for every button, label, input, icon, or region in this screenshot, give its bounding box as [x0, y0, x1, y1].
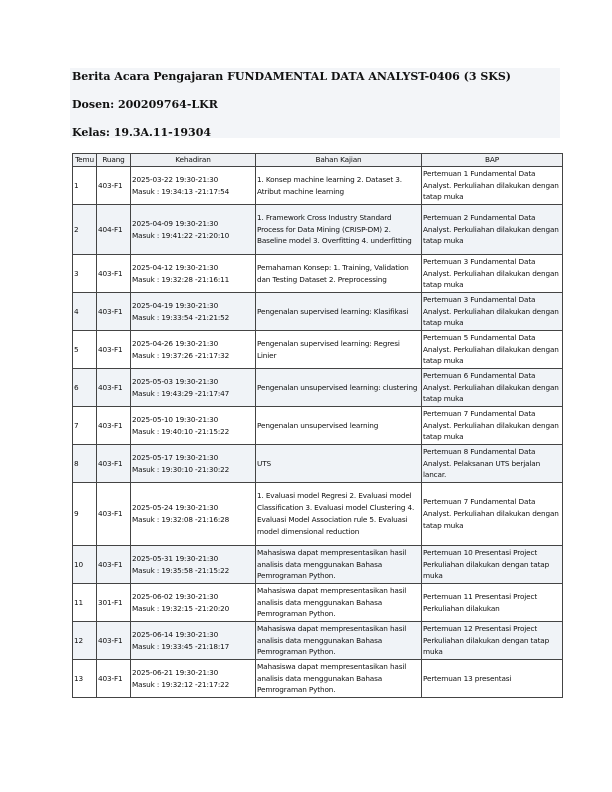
cell-kehadiran [131, 407, 256, 445]
class-line: Kelas: 19.3A.11-19304 [72, 126, 212, 139]
cell-ruang: 403-F1 [97, 255, 131, 293]
cell-bap: Pertemuan 7 Fundamental Data Analyst. Perkuliahan dilakukan dengan tatap muka [422, 407, 563, 445]
table-row [73, 331, 563, 369]
cell-bahan-kajian: 1. Evaluasi model Regresi 2. Evaluasi model Classification 3. Evaluasi model Clustering 4. Evaluasi Model Association rule 5. Evaluasi model dimensional reduction [256, 483, 422, 546]
cell-bahan-kajian: Mahasiswa dapat mempresentasikan hasil analisis data menggunakan Bahasa Pemrograman Python. [256, 622, 422, 660]
table-row [73, 483, 563, 546]
cell-bahan-kajian: Pengenalan supervised learning: Klasifikasi [256, 293, 422, 331]
cell-temu: 7 [73, 407, 97, 445]
cell-kehadiran [131, 483, 256, 546]
kehadiran-masuk: Masuk : 19:37:26 -21:17:32 [132, 350, 230, 360]
cell-temu: 6 [73, 369, 97, 407]
column-header-ruang: Ruang [97, 154, 131, 167]
cell-ruang: 403-F1 [97, 546, 131, 584]
cell-temu: 2 [73, 205, 97, 255]
cell-temu: 9 [73, 483, 97, 546]
kehadiran-jadwal: 2025-05-24 19:30-21:30 [132, 503, 219, 513]
cell-temu: 1 [73, 167, 97, 205]
cell-ruang: 403-F1 [97, 445, 131, 483]
cell-bap: Pertemuan 5 Fundamental Data Analyst. Perkuliahan dilakukan dengan tatap muka [422, 331, 563, 369]
kehadiran-jadwal: 2025-05-03 19:30-21:30 [132, 376, 219, 386]
kehadiran-masuk: Masuk : 19:32:12 -21:17:22 [132, 679, 230, 689]
cell-temu: 8 [73, 445, 97, 483]
cell-bap: Pertemuan 6 Fundamental Data Analyst. Perkuliahan dilakukan dengan tatap muka [422, 369, 563, 407]
cell-ruang: 403-F1 [97, 660, 131, 698]
cell-bap: Pertemuan 3 Fundamental Data Analyst. Perkuliahan dilakukan dengan tatap muka [422, 255, 563, 293]
table-row [73, 445, 563, 483]
table-row [73, 584, 563, 622]
cell-kehadiran [131, 622, 256, 660]
cell-kehadiran [131, 660, 256, 698]
table-row [73, 546, 563, 584]
kehadiran-masuk: Masuk : 19:40:10 -21:15:22 [132, 426, 230, 436]
column-header-kehadiran: Kehadiran [131, 154, 256, 167]
cell-bahan-kajian: Mahasiswa dapat mempresentasikan hasil analisis data menggunakan Bahasa Pemrograman Python. [256, 584, 422, 622]
cell-kehadiran [131, 331, 256, 369]
cell-bap: Pertemuan 8 Fundamental Data Analyst. Pelaksanan UTS berjalan lancar. [422, 445, 563, 483]
kehadiran-jadwal: 2025-04-19 19:30-21:30 [132, 300, 219, 310]
table-row [73, 167, 563, 205]
cell-bahan-kajian: Pengenalan unsupervised learning: clustering [256, 369, 422, 407]
kehadiran-masuk: Masuk : 19:35:58 -21:15:22 [132, 565, 230, 575]
cell-temu: 4 [73, 293, 97, 331]
kehadiran-jadwal: 2025-06-14 19:30-21:30 [132, 629, 219, 639]
column-header-bahan-kajian: Bahan Kajian [256, 154, 422, 167]
cell-kehadiran [131, 205, 256, 255]
kehadiran-masuk: Masuk : 19:43:29 -21:17:47 [132, 388, 230, 398]
kehadiran-masuk: Masuk : 19:34:13 -21:17:54 [132, 186, 230, 196]
cell-ruang: 403-F1 [97, 622, 131, 660]
cell-ruang: 403-F1 [97, 407, 131, 445]
cell-bap: Pertemuan 2 Fundamental Data Analyst. Perkuliahan dilakukan dengan tatap muka [422, 205, 563, 255]
cell-bap: Pertemuan 3 Fundamental Data Analyst. Perkuliahan dilakukan dengan tatap muka [422, 293, 563, 331]
cell-kehadiran [131, 546, 256, 584]
cell-kehadiran [131, 167, 256, 205]
table-row [73, 293, 563, 331]
cell-kehadiran [131, 584, 256, 622]
cell-bahan-kajian: UTS [256, 445, 422, 483]
cell-bahan-kajian: Mahasiswa dapat mempresentasikan hasil analisis data menggunakan Bahasa Pemrograman Python. [256, 660, 422, 698]
cell-bap: Pertemuan 11 Presentasi Project Perkuliahan dilakukan [422, 584, 563, 622]
cell-temu: 12 [73, 622, 97, 660]
kehadiran-jadwal: 2025-06-02 19:30-21:30 [132, 591, 219, 601]
cell-ruang: 404-F1 [97, 205, 131, 255]
kehadiran-jadwal: 2025-04-12 19:30-21:30 [132, 262, 219, 272]
cell-bahan-kajian: 1. Framework Cross Industry Standard Process for Data Mining (CRISP-DM) 2. Baseline model 3. Overfitting 4. underfitting [256, 205, 422, 255]
lecturer-line: Dosen: 200209764-LKR [72, 98, 218, 111]
cell-bap: Pertemuan 10 Presentasi Project Perkuliahan dilakukan dengan tatap muka [422, 546, 563, 584]
kehadiran-jadwal: 2025-03-22 19:30-21:30 [132, 174, 219, 184]
kehadiran-masuk: Masuk : 19:33:45 -21:18:17 [132, 641, 230, 651]
kehadiran-jadwal: 2025-05-31 19:30-21:30 [132, 553, 219, 563]
cell-temu: 5 [73, 331, 97, 369]
cell-bahan-kajian: Pengenalan unsupervised learning [256, 407, 422, 445]
attendance-table [72, 153, 563, 698]
cell-bap: Pertemuan 1 Fundamental Data Analyst. Perkuliahan dilakukan dengan tatap muka [422, 167, 563, 205]
cell-ruang: 403-F1 [97, 167, 131, 205]
cell-ruang: 403-F1 [97, 293, 131, 331]
cell-kehadiran [131, 293, 256, 331]
cell-kehadiran [131, 255, 256, 293]
kehadiran-jadwal: 2025-05-10 19:30-21:30 [132, 414, 219, 424]
kehadiran-jadwal: 2025-05-17 19:30-21:30 [132, 452, 219, 462]
cell-kehadiran [131, 369, 256, 407]
column-header-bap: BAP [422, 154, 563, 167]
table-header-row [73, 154, 563, 167]
table-row [73, 369, 563, 407]
column-header-temu: Temu [73, 154, 97, 167]
cell-ruang: 301-F1 [97, 584, 131, 622]
table-row [73, 660, 563, 698]
kehadiran-masuk: Masuk : 19:32:15 -21:20:20 [132, 603, 230, 613]
document-title: Berita Acara Pengajaran FUNDAMENTAL DATA ANALYST-0406 (3 SKS) [72, 70, 511, 83]
cell-bap: Pertemuan 12 Presentasi Project Perkuliahan dilakukan dengan tatap muka [422, 622, 563, 660]
cell-bap: Pertemuan 7 Fundamental Data Analyst. Perkuliahan dilakukan dengan tatap muka [422, 483, 563, 546]
cell-temu: 13 [73, 660, 97, 698]
cell-bahan-kajian: Pengenalan supervised learning: Regresi Linier [256, 331, 422, 369]
kehadiran-jadwal: 2025-04-09 19:30-21:30 [132, 218, 219, 228]
cell-bap: Pertemuan 13 presentasi [422, 660, 563, 698]
table-row [73, 407, 563, 445]
cell-temu: 11 [73, 584, 97, 622]
kehadiran-masuk: Masuk : 19:30:10 -21:30:22 [132, 464, 230, 474]
kehadiran-masuk: Masuk : 19:33:54 -21:21:52 [132, 312, 230, 322]
cell-bahan-kajian: Pemahaman Konsep: 1. Training, Validation dan Testing Dataset 2. Preprocessing [256, 255, 422, 293]
cell-temu: 10 [73, 546, 97, 584]
kehadiran-masuk: Masuk : 19:32:08 -21:16:28 [132, 515, 230, 524]
cell-bahan-kajian: Mahasiswa dapat mempresentasikan hasil analisis data menggunakan Bahasa Pemrograman Python. [256, 546, 422, 584]
cell-ruang: 403-F1 [97, 331, 131, 369]
kehadiran-jadwal: 2025-04-26 19:30-21:30 [132, 338, 219, 348]
cell-ruang: 403-F1 [97, 369, 131, 407]
kehadiran-masuk: Masuk : 19:32:28 -21:16:11 [132, 274, 230, 284]
cell-bahan-kajian: 1. Konsep machine learning 2. Dataset 3. Atribut machine learning [256, 167, 422, 205]
table-row [73, 205, 563, 255]
cell-ruang: 403-F1 [97, 483, 131, 546]
kehadiran-masuk: Masuk : 19:41:22 -21:20:10 [132, 230, 230, 240]
cell-kehadiran [131, 445, 256, 483]
table-row [73, 255, 563, 293]
cell-temu: 3 [73, 255, 97, 293]
table-row [73, 622, 563, 660]
kehadiran-jadwal: 2025-06-21 19:30-21:30 [132, 667, 219, 677]
